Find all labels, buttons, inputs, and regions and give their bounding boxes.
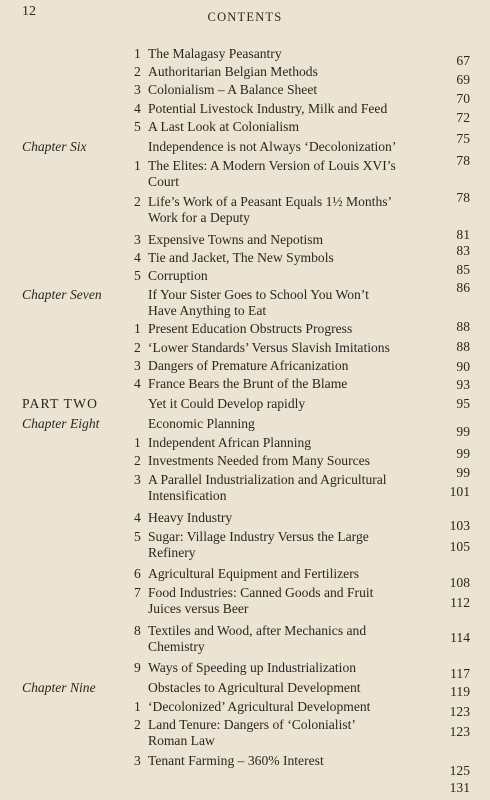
entry-title: Refinery <box>148 545 196 560</box>
entry-title: Independent African Planning <box>148 435 312 450</box>
section-number: 3 <box>134 358 141 373</box>
part-label: PART TWO <box>22 396 99 411</box>
page-ref: 119 <box>450 684 470 699</box>
section-number: 1 <box>134 46 141 61</box>
page-ref: 70 <box>456 91 470 106</box>
section-number: 4 <box>134 376 141 391</box>
page-ref: 112 <box>450 595 470 610</box>
entry-title: Expensive Towns and Nepotism <box>148 232 324 247</box>
entry-title: Potential Livestock Industry, Milk and Feed <box>148 101 388 116</box>
section-number: 3 <box>134 82 141 97</box>
page-ref: 99 <box>456 446 470 461</box>
entry-title: Tie and Jacket, The New Symbols <box>148 250 334 265</box>
page-ref: 75 <box>456 131 470 146</box>
entry-title: Dangers of Premature Africanization <box>148 358 349 373</box>
page-number: 12 <box>22 4 36 19</box>
entry-title: Sugar: Village Industry Versus the Large <box>148 529 369 544</box>
entry-title: Economic Planning <box>148 416 255 431</box>
entry-title: Obstacles to Agricultural Development <box>148 680 361 695</box>
entry-title: Work for a Deputy <box>148 210 250 225</box>
section-number: 2 <box>134 453 141 468</box>
section-number: 9 <box>134 660 141 675</box>
section-number: 1 <box>134 321 141 336</box>
section-number: 7 <box>134 585 141 600</box>
section-number: 1 <box>134 435 141 450</box>
entry-title: Investments Needed from Many Sources <box>148 453 370 468</box>
entry-title: ‘Lower Standards’ Versus Slavish Imitations <box>148 340 390 355</box>
page-ref: 117 <box>450 666 470 681</box>
entry-title: Land Tenure: Dangers of ‘Colonialist’ <box>148 717 356 732</box>
page-ref: 88 <box>456 339 470 354</box>
page-ref: 103 <box>449 518 470 533</box>
entry-title: Agricultural Equipment and Fertilizers <box>148 566 360 581</box>
section-number: 5 <box>134 529 141 544</box>
section-number: 3 <box>134 472 141 487</box>
entry-title: A Last Look at Colonialism <box>148 119 300 134</box>
entry-title: Heavy Industry <box>148 510 233 525</box>
entry-title: The Elites: A Modern Version of Louis XVI’s <box>148 158 396 173</box>
page-ref: 95 <box>456 396 470 411</box>
entry-title: Corruption <box>148 268 208 283</box>
entry-title: Food Industries: Canned Goods and Fruit <box>148 585 374 600</box>
page-ref: 114 <box>450 630 470 645</box>
entry-title: Independence is not Always ‘Decolonization’ <box>148 139 397 154</box>
entry-title: Chemistry <box>148 639 205 654</box>
entry-title: France Bears the Brunt of the Blame <box>148 376 348 391</box>
section-number: 1 <box>134 699 141 714</box>
page-ref: 90 <box>456 359 470 374</box>
page-ref: 93 <box>456 377 470 392</box>
page-ref: 123 <box>449 704 470 719</box>
entry-title: Juices versus Beer <box>148 601 249 616</box>
page-ref: 105 <box>449 539 470 554</box>
entry-title: Life’s Work of a Peasant Equals 1½ Months’ <box>148 194 393 209</box>
section-number: 3 <box>134 232 141 247</box>
section-number: 2 <box>134 340 141 355</box>
page-ref: 99 <box>456 424 470 439</box>
entry-title: Present Education Obstructs Progress <box>148 321 353 336</box>
page-ref: 78 <box>456 190 470 205</box>
section-number: 5 <box>134 268 141 283</box>
section-number: 4 <box>134 250 141 265</box>
page-ref: 125 <box>449 763 470 778</box>
page-ref: 83 <box>456 243 470 258</box>
page-ref: 72 <box>456 110 470 125</box>
chapter-label: Chapter Seven <box>22 287 102 302</box>
section-number: 6 <box>134 566 141 581</box>
page-ref: 88 <box>456 319 470 334</box>
entry-title: Textiles and Wood, after Mechanics and <box>148 623 367 638</box>
entry-title: Colonialism – A Balance Sheet <box>148 82 318 97</box>
chapter-label: Chapter Nine <box>22 680 96 695</box>
page-ref: 86 <box>456 280 470 295</box>
entry-title: Tenant Farming – 360% Interest <box>148 753 324 768</box>
page-ref: 78 <box>456 153 470 168</box>
chapter-label: Chapter Six <box>22 139 87 154</box>
section-number: 2 <box>134 64 141 79</box>
page-ref: 69 <box>456 72 470 87</box>
page-ref: 81 <box>456 227 470 242</box>
entry-title: Yet it Could Develop rapidly <box>148 396 306 411</box>
section-number: 3 <box>134 753 141 768</box>
chapter-label: Chapter Eight <box>22 416 100 431</box>
entry-title: ‘Decolonized’ Agricultural Development <box>148 699 371 714</box>
section-number: 8 <box>134 623 141 638</box>
section-number: 5 <box>134 119 141 134</box>
entry-title: Intensification <box>148 488 227 503</box>
page-ref: 123 <box>449 724 470 739</box>
running-head: CONTENTS <box>207 10 283 24</box>
section-number: 2 <box>134 194 141 209</box>
entry-title: Ways of Speeding up Industrialization <box>148 660 357 675</box>
section-number: 1 <box>134 158 141 173</box>
entry-title: Have Anything to Eat <box>148 303 267 318</box>
entry-title: Court <box>148 174 179 189</box>
page-ref: 67 <box>456 53 470 68</box>
section-number: 2 <box>134 717 141 732</box>
entry-title: Authoritarian Belgian Methods <box>148 64 318 79</box>
entry-title: A Parallel Industrialization and Agricultural <box>148 472 387 487</box>
entry-title: The Malagasy Peasantry <box>148 46 282 61</box>
page-ref: 131 <box>449 780 470 795</box>
page-ref: 101 <box>449 484 470 499</box>
section-number: 4 <box>134 101 141 116</box>
entry-title: Roman Law <box>148 733 215 748</box>
page-ref: 85 <box>456 262 470 277</box>
page-ref: 108 <box>449 575 470 590</box>
entry-title: If Your Sister Goes to School You Won’t <box>148 287 369 302</box>
section-number: 4 <box>134 510 141 525</box>
page-ref: 99 <box>456 465 470 480</box>
